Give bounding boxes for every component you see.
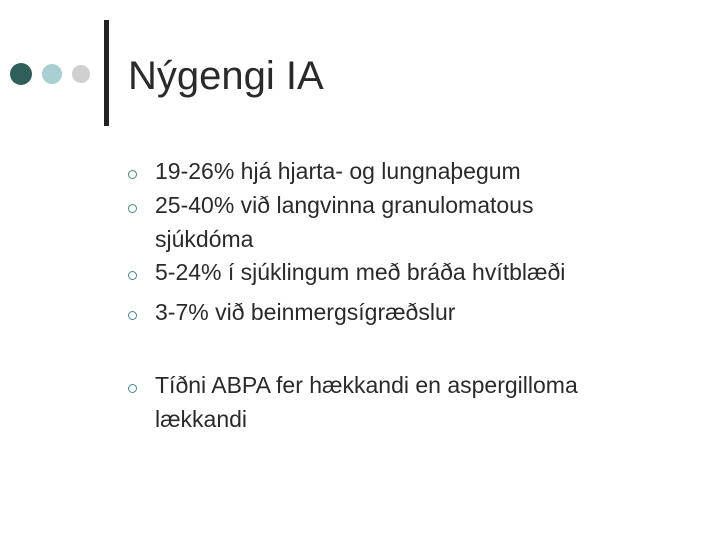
bullet-ring-icon [128, 204, 137, 213]
bullet-ring-icon [128, 311, 137, 320]
bullet-text-continuation: lækkandi [155, 406, 248, 432]
bullet-text: Tíðni ABPA fer hækkandi en aspergilloma [155, 372, 578, 398]
gray-dot-icon [72, 65, 90, 83]
bullet-ring-icon [128, 384, 137, 393]
decorative-dots [0, 0, 110, 140]
bullet-text: 25-40% við langvinna granulomatous [155, 192, 534, 218]
bullet-text-continuation: sjúkdóma [155, 226, 254, 252]
bullet-ring-icon [128, 271, 137, 280]
light-blue-dot-icon [42, 64, 62, 84]
bullet-text: 5-24% í sjúklingum með bráða hvítblæði [155, 259, 566, 285]
bullet-text: 3-7% við beinmergsígræðslur [155, 299, 456, 325]
bullet-ring-icon [128, 170, 137, 179]
bullet-text: 19-26% hjá hjarta- og lungnaþegum [155, 158, 521, 184]
dark-dot-icon [10, 63, 32, 85]
slide-title: Nýgengi IA [128, 54, 324, 98]
title-divider [104, 20, 109, 126]
